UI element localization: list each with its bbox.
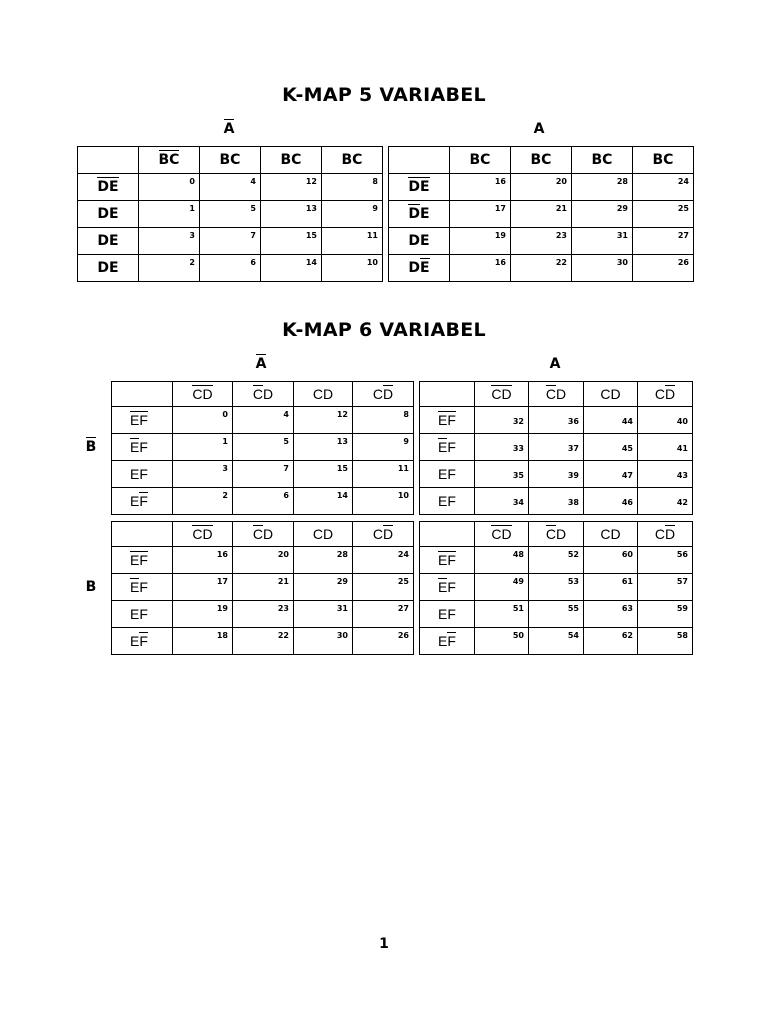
minterm-cell: 58 [638,628,693,655]
minterm-cell: 14 [294,488,353,515]
minterm-cell: 57 [638,574,693,601]
col-header: CD [584,382,638,407]
row-header: EF [420,407,475,434]
minterm-cell: 13 [294,434,353,461]
minterm-cell: 32 [475,407,529,434]
col-header: CD [529,522,584,547]
row-header: DE [389,255,450,282]
row-header: EF [420,434,475,461]
minterm-cell: 9 [353,434,414,461]
minterm-cell: 19 [173,601,233,628]
minterm-cell: 31 [294,601,353,628]
kmap6-bottom-left-table [111,521,414,655]
minterm-cell: 23 [511,228,572,255]
row-header: EF [112,628,173,655]
corner-cell [78,147,139,174]
kmap6-label-a: A [549,356,561,372]
minterm-cell: 41 [638,434,693,461]
kmap5-right-table [388,146,694,282]
kmap6-bottom-right-table [419,521,693,655]
row-header: DE [78,255,139,282]
row-header: EF [112,461,173,488]
minterm-cell: 17 [450,201,511,228]
minterm-cell: 44 [584,407,638,434]
minterm-cell: 7 [233,461,294,488]
minterm-cell: 28 [294,547,353,574]
minterm-cell: 42 [638,488,693,515]
col-header: CD [173,522,233,547]
minterm-cell: 10 [353,488,414,515]
minterm-cell: 15 [261,228,322,255]
minterm-cell: 37 [529,434,584,461]
minterm-cell: 1 [173,434,233,461]
minterm-cell: 1 [139,201,200,228]
minterm-cell: 50 [475,628,529,655]
minterm-cell: 15 [294,461,353,488]
minterm-cell: 16 [450,174,511,201]
corner-cell [112,382,173,407]
minterm-cell: 29 [572,201,633,228]
minterm-cell: 43 [638,461,693,488]
minterm-cell: 62 [584,628,638,655]
row-header: EF [112,574,173,601]
col-header: CD [233,522,294,547]
minterm-cell: 51 [475,601,529,628]
row-header: EF [420,488,475,515]
minterm-cell: 46 [584,488,638,515]
minterm-cell: 30 [572,255,633,282]
minterm-cell: 31 [572,228,633,255]
minterm-cell: 40 [638,407,693,434]
minterm-cell: 6 [200,255,261,282]
row-header: DE [78,174,139,201]
row-header: EF [420,574,475,601]
kmap6-top-right-table [419,381,693,515]
minterm-cell: 21 [511,201,572,228]
minterm-cell: 28 [572,174,633,201]
minterm-cell: 16 [450,255,511,282]
col-header: CD [294,382,353,407]
minterm-cell: 19 [450,228,511,255]
minterm-cell: 8 [353,407,414,434]
row-header: DE [389,174,450,201]
minterm-cell: 60 [584,547,638,574]
col-header: BC [511,147,572,174]
row-header: EF [420,628,475,655]
row-header: EF [112,434,173,461]
minterm-cell: 55 [529,601,584,628]
corner-cell [112,522,173,547]
minterm-cell: 11 [353,461,414,488]
col-header: CD [173,382,233,407]
minterm-cell: 24 [353,547,414,574]
minterm-cell: 12 [294,407,353,434]
minterm-cell: 9 [322,201,383,228]
minterm-cell: 3 [173,461,233,488]
minterm-cell: 56 [638,547,693,574]
minterm-cell: 30 [294,628,353,655]
col-header: CD [475,522,529,547]
minterm-cell: 49 [475,574,529,601]
minterm-cell: 7 [200,228,261,255]
minterm-cell: 2 [173,488,233,515]
minterm-cell: 39 [529,461,584,488]
minterm-cell: 47 [584,461,638,488]
minterm-cell: 22 [233,628,294,655]
row-header: EF [112,488,173,515]
minterm-cell: 20 [511,174,572,201]
row-header: EF [112,407,173,434]
row-header: DE [389,228,450,255]
corner-cell [389,147,450,174]
minterm-cell: 6 [233,488,294,515]
kmap6-top-left-table [111,381,414,515]
minterm-cell: 17 [173,574,233,601]
minterm-cell: 33 [475,434,529,461]
corner-cell [420,522,475,547]
kmap6-label-a-bar: A [255,356,267,372]
col-header: BC [450,147,511,174]
col-header: CD [233,382,294,407]
minterm-cell: 0 [139,174,200,201]
col-header: BC [200,147,261,174]
minterm-cell: 14 [261,255,322,282]
minterm-cell: 13 [261,201,322,228]
col-header: CD [294,522,353,547]
minterm-cell: 25 [633,201,694,228]
row-header: EF [112,547,173,574]
minterm-cell: 48 [475,547,529,574]
minterm-cell: 12 [261,174,322,201]
minterm-cell: 21 [233,574,294,601]
kmap6-title: K-MAP 6 VARIABEL [282,319,486,341]
col-header: CD [353,382,414,407]
corner-cell [420,382,475,407]
minterm-cell: 24 [633,174,694,201]
kmap5-label-a: A [533,121,545,137]
minterm-cell: 27 [353,601,414,628]
minterm-cell: 35 [475,461,529,488]
minterm-cell: 45 [584,434,638,461]
minterm-cell: 5 [200,201,261,228]
minterm-cell: 23 [233,601,294,628]
col-header: CD [475,382,529,407]
minterm-cell: 54 [529,628,584,655]
minterm-cell: 63 [584,601,638,628]
minterm-cell: 26 [633,255,694,282]
minterm-cell: 52 [529,547,584,574]
minterm-cell: 4 [233,407,294,434]
minterm-cell: 3 [139,228,200,255]
col-header: CD [529,382,584,407]
kmap5-title: K-MAP 5 VARIABEL [282,84,486,106]
minterm-cell: 20 [233,547,294,574]
col-header: CD [638,382,693,407]
row-header: DE [78,201,139,228]
minterm-cell: 18 [173,628,233,655]
minterm-cell: 22 [511,255,572,282]
row-header: EF [112,601,173,628]
col-header: BC [572,147,633,174]
minterm-cell: 5 [233,434,294,461]
col-header: BC [261,147,322,174]
minterm-cell: 25 [353,574,414,601]
minterm-cell: 4 [200,174,261,201]
row-header: EF [420,461,475,488]
minterm-cell: 2 [139,255,200,282]
row-header: EF [420,547,475,574]
col-header: CD [353,522,414,547]
kmap6-label-b-bar: B [85,439,97,455]
col-header: CD [584,522,638,547]
minterm-cell: 29 [294,574,353,601]
kmap6-label-b: B [85,579,97,595]
col-header: BC [139,147,200,174]
minterm-cell: 27 [633,228,694,255]
col-header: CD [638,522,693,547]
minterm-cell: 11 [322,228,383,255]
col-header: BC [322,147,383,174]
col-header: BC [633,147,694,174]
minterm-cell: 0 [173,407,233,434]
minterm-cell: 59 [638,601,693,628]
kmap5-label-a-bar: A [223,121,235,137]
minterm-cell: 61 [584,574,638,601]
row-header: DE [389,201,450,228]
row-header: EF [420,601,475,628]
kmap5-left-table [77,146,383,282]
minterm-cell: 38 [529,488,584,515]
minterm-cell: 26 [353,628,414,655]
minterm-cell: 16 [173,547,233,574]
minterm-cell: 36 [529,407,584,434]
minterm-cell: 53 [529,574,584,601]
minterm-cell: 34 [475,488,529,515]
minterm-cell: 10 [322,255,383,282]
row-header: DE [78,228,139,255]
page-number: 1 [379,936,389,952]
minterm-cell: 8 [322,174,383,201]
